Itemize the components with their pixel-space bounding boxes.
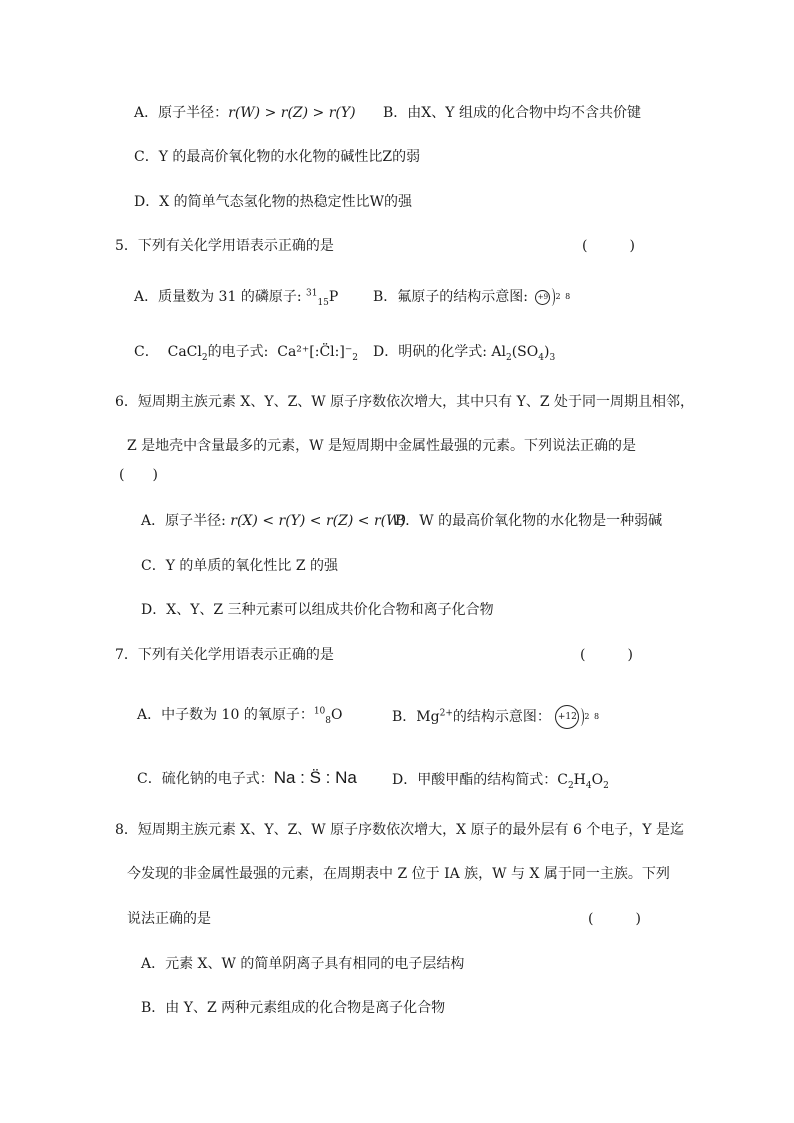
- q5-option-a: [134, 287, 338, 307]
- q6-option-a-text: A．原子半径:: [141, 513, 231, 529]
- q5-option-c-mid: 的电子式:: [207, 344, 269, 360]
- q8-stem-line1: 8．短周期主族元素 X、Y、Z、W 原子序数依次增大，X 原子的最外层有 6 个电子，Y 是迄: [115, 822, 685, 838]
- q7-option-b: [392, 705, 600, 729]
- q5-option-d-sub2: 4: [538, 352, 544, 363]
- q5-answer-paren: ( ): [582, 238, 635, 254]
- q5-option-d: [373, 342, 555, 362]
- q6-option-c: C．Y 的单质的氧化性比 Z 的强: [141, 558, 339, 574]
- q6-answer-paren: ( ): [119, 467, 158, 483]
- q8-option-b: B．由 Y、Z 两种元素组成的化合物是离子化合物: [141, 1000, 446, 1016]
- electron-shell-arc-icon: [548, 288, 555, 306]
- q5-option-c-label: C．: [134, 344, 159, 360]
- q5-shell-counts: 2 8: [555, 292, 572, 301]
- q7-option-d-mid2: O: [591, 772, 604, 788]
- q4-option-c: C．Y 的最高价氧化物的水化物的碱性比Z的弱: [134, 149, 421, 165]
- q6-option-a-formula: r(X) < r(Y) < r(Z) < r(W): [230, 513, 406, 529]
- q7-option-d-text: D．甲酸甲酯的结构简式：C: [392, 772, 568, 788]
- q5-option-b: [373, 287, 571, 307]
- q4-option-a-formula: r(W) > r(Z) > r(Y): [228, 105, 356, 121]
- q7-option-d-mid1: H: [573, 772, 586, 788]
- q7-element-symbol: O: [331, 707, 343, 723]
- q5-element-symbol: P: [328, 289, 339, 305]
- q7-option-b-charge: 2+: [439, 708, 453, 719]
- ion-diagram-icon: +12: [555, 705, 579, 729]
- q7-atomic-number: 8: [325, 715, 332, 726]
- q4-option-b: B．由X、Y 组成的化合物中均不含共价键: [383, 105, 641, 121]
- q5-stem: 5．下列有关化学用语表示正确的是: [115, 238, 334, 254]
- q6-option-a: [141, 511, 406, 531]
- q7-option-b-text: B．Mg: [392, 709, 440, 725]
- q5-option-c-name: CaCl: [167, 344, 202, 360]
- q5-electron-formula: Ca²⁺[:C̈l:]⁻: [277, 344, 353, 360]
- q5-electron-formula-sub: 2: [352, 352, 358, 363]
- q5-mass-number: 31: [306, 288, 318, 299]
- q7-option-d: [392, 770, 609, 790]
- q4-option-a-text: A．原子半径：: [134, 105, 229, 121]
- q5-option-d-sub3: 3: [549, 352, 556, 363]
- q5-option-d-end: ): [543, 344, 550, 360]
- q8-stem-line2: 今发现的非金属性最强的元素，在周期表中 Z 位于 IA 族，W 与 X 属于同一主族。下列: [127, 866, 670, 882]
- q6-stem-line1: 6．短周期主族元素 X、Y、Z、W 原子序数依次增大，其中只有 Y、Z 处于同一周期且相邻，: [115, 394, 695, 410]
- q5-atomic-number: 15: [317, 297, 329, 308]
- q5-option-d-mid: (SO: [511, 344, 539, 360]
- q7-option-c: [137, 768, 357, 789]
- electron-shell-arc-icon: [577, 708, 584, 726]
- q7-option-d-sub3: 2: [603, 780, 609, 791]
- q6-option-d: D．X、Y、Z 三种元素可以组成共价化合物和离子化合物: [141, 602, 494, 618]
- q7-stem: 7．下列有关化学用语表示正确的是: [115, 647, 334, 663]
- q6-option-b: B．W 的最高价氧化物的水化物是一种弱碱: [395, 513, 663, 529]
- q7-shell-counts: 2 8: [584, 712, 601, 721]
- q4-option-a: [134, 103, 356, 123]
- q7-option-d-sub1: 2: [567, 780, 574, 791]
- q5-option-d-text: D．明矾的化学式: Al: [373, 344, 506, 360]
- q6-stem-line2: Z 是地壳中含量最多的元素，W 是短周期中金属性最强的元素。下列说法正确的是: [127, 438, 637, 454]
- q5-option-d-sub1: 2: [505, 352, 512, 363]
- q5-option-c-sub: 2: [201, 352, 208, 363]
- q8-option-a: A．元素 X、W 的简单阴离子具有相同的电子层结构: [141, 956, 465, 972]
- q7-mass-number: 10: [313, 706, 326, 717]
- q7-electron-formula: Na : S̈ : Na: [273, 768, 357, 787]
- q7-answer-paren: ( ): [580, 647, 633, 663]
- q8-stem-line3: 说法正确的是: [127, 911, 211, 927]
- q7-option-a-text: A．中子数为 10 的氧原子：: [137, 707, 314, 723]
- q8-answer-paren: ( ): [588, 911, 641, 927]
- q5-option-b-text: B．氟原子的结构示意图:: [373, 289, 529, 305]
- atom-diagram-icon: +9: [535, 290, 550, 305]
- q5-option-c: [134, 342, 358, 362]
- q7-option-d-sub2: 4: [585, 780, 592, 791]
- q4-option-d: D．X 的简单气态氢化物的热稳定性比W的强: [134, 194, 413, 210]
- q7-option-a: [137, 705, 343, 725]
- q5-option-a-text: A．质量数为 31 的磷原子:: [134, 289, 306, 305]
- q7-option-b-post: 的结构示意图：: [452, 709, 551, 725]
- q7-option-c-text: C．硫化钠的电子式：: [137, 771, 274, 787]
